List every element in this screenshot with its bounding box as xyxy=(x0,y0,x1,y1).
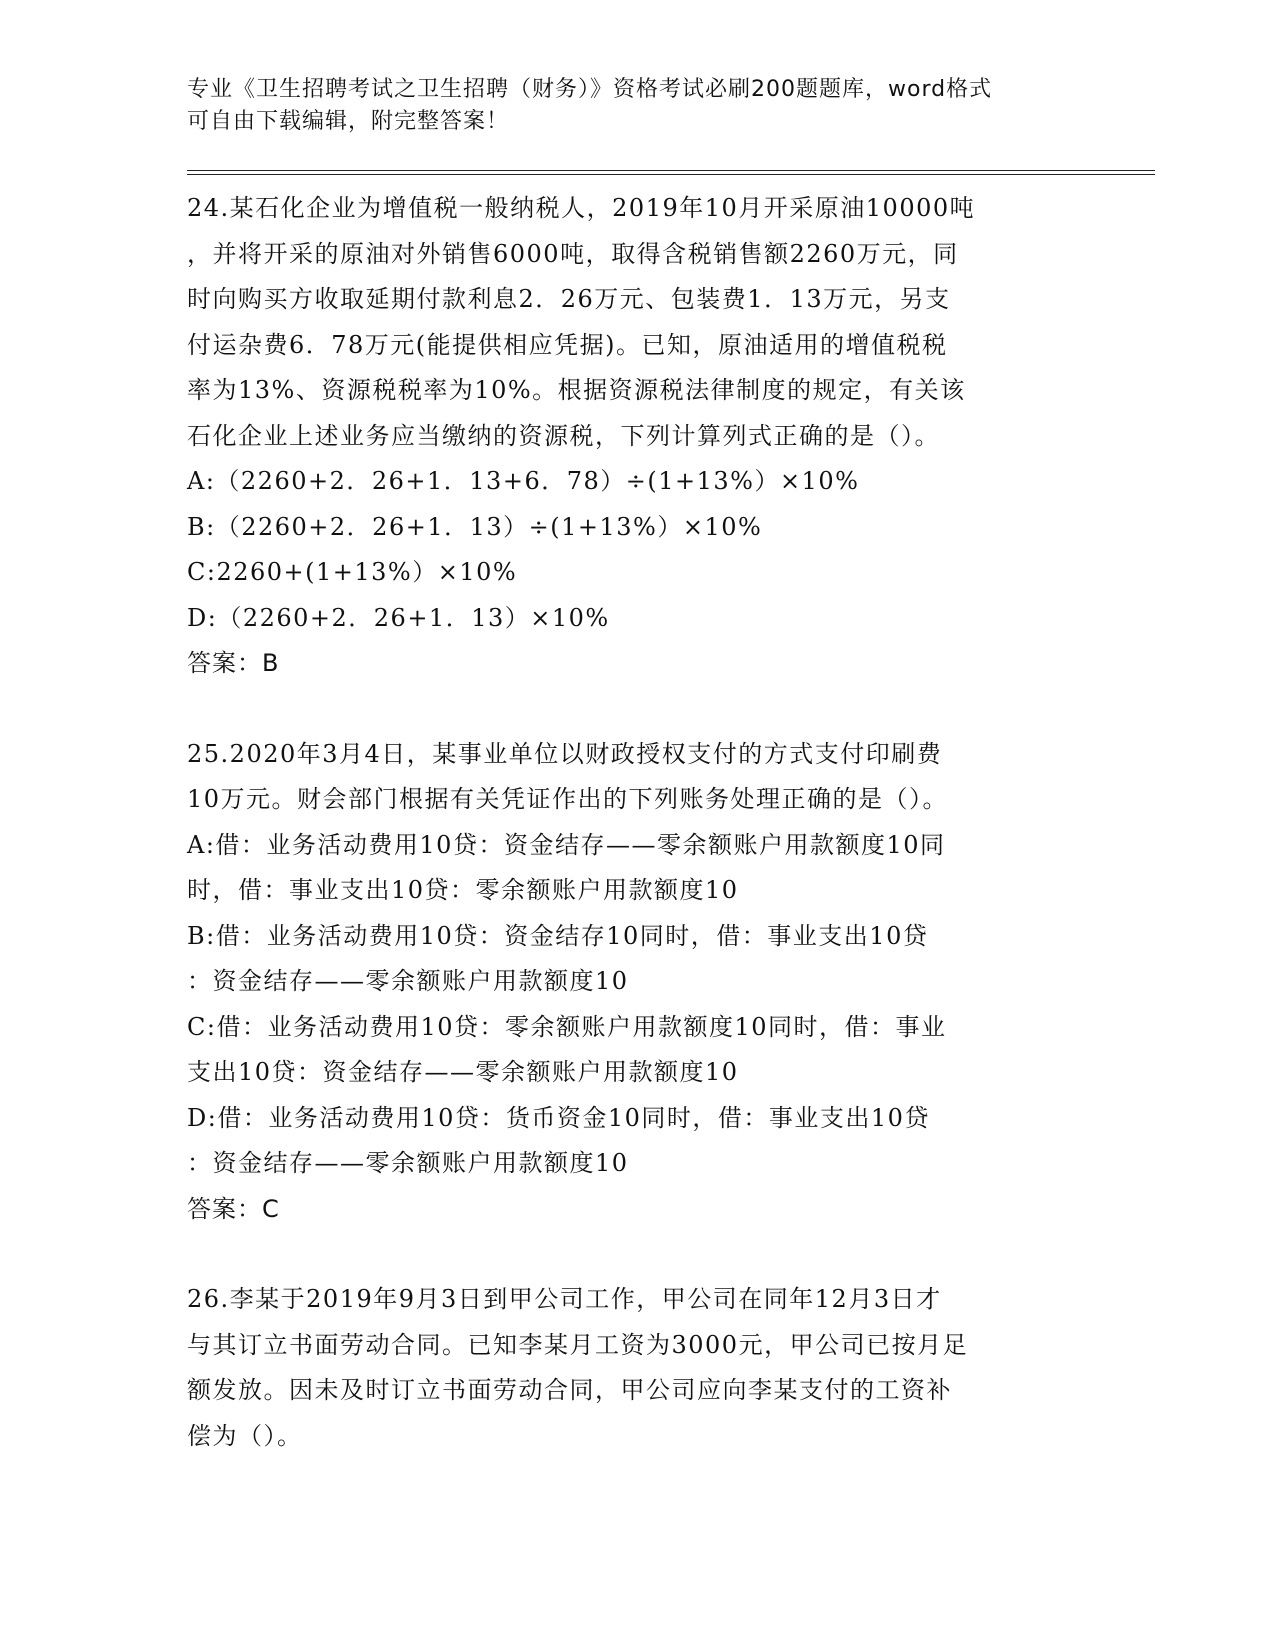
answer-label: 答案：B xyxy=(187,649,280,677)
header-line: 可自由下载编辑，附完整答案！ xyxy=(187,109,510,134)
question-line: 额发放。因未及时订立书面劳动合同，甲公司应向李某支付的工资补 xyxy=(187,1376,952,1404)
option-b: B:（2260+2．26+1．13）÷(1+13%）×10% xyxy=(187,512,763,541)
answer-label: 答案：C xyxy=(187,1194,280,1223)
option-b-continued: ：资金结存——零余额账户用款额度10 xyxy=(187,967,629,995)
option-a: A:借：业务活动费用10贷：资金结存——零余额账户用款额度10同 xyxy=(187,830,946,859)
question-24 xyxy=(187,186,1067,687)
question-line: 付运杂费6．78万元(能提供相应凭据)。已知，原油适用的增值税税 xyxy=(187,330,948,359)
option-c-continued: 支出10贷：资金结存——零余额账户用款额度10 xyxy=(187,1058,739,1086)
option-c: C:2260+(1+13%）×10% xyxy=(187,558,518,586)
option-b: B:借：业务活动费用10贷：资金结存10同时，借：事业支出10贷 xyxy=(187,921,929,950)
question-line: 与其订立书面劳动合同。已知李某月工资为3000元，甲公司已按月足 xyxy=(187,1330,969,1359)
question-line: 时向购买方收取延期付款利息2．26万元、包装费1．13万元，另支 xyxy=(187,285,951,313)
header-line: 专业《卫生招聘考试之卫生招聘（财务）》资格考试必刷200题题库，word格式 xyxy=(187,77,993,102)
header-rule-top xyxy=(187,170,1155,171)
question-25 xyxy=(187,732,1067,1233)
option-a: A:（2260+2．26+1．13+6．78）÷(1+13%）×10% xyxy=(187,467,860,495)
option-d: D:（2260+2．26+1．13）×10% xyxy=(187,603,610,632)
option-a-continued: 时，借：事业支出10贷：零余额账户用款额度10 xyxy=(187,876,739,904)
option-d-continued: ：资金结存——零余额账户用款额度10 xyxy=(187,1149,629,1177)
question-line: 偿为（）。 xyxy=(187,1421,303,1450)
question-line: 10万元。财会部门根据有关凭证作出的下列账务处理正确的是（）。 xyxy=(187,785,949,813)
header-rule-bottom xyxy=(187,174,1155,175)
question-line: 24.某石化企业为增值税一般纳税人，2019年10月开采原油10000吨 xyxy=(187,194,976,222)
question-line: 25.2020年3月4日，某事业单位以财政授权支付的方式支付印刷费 xyxy=(187,739,943,768)
option-c: C:借：业务活动费用10贷：零余额账户用款额度10同时，借：事业 xyxy=(187,1012,947,1041)
document-body xyxy=(187,186,1067,1504)
option-d: D:借：业务活动费用10贷：货币资金10同时，借：事业支出10贷 xyxy=(187,1103,930,1132)
document-header xyxy=(187,74,1087,138)
question-line: 26.李某于2019年9月3日到甲公司工作，甲公司在同年12月3日才 xyxy=(187,1285,942,1313)
question-line: 率为13%、资源税税率为10%。根据资源税法律制度的规定，有关该 xyxy=(187,376,966,404)
question-line: ，并将开采的原油对外销售6000吨，取得含税销售额2260万元，同 xyxy=(187,239,959,268)
question-26 xyxy=(187,1277,1067,1459)
question-line: 石化企业上述业务应当缴纳的资源税，下列计算列式正确的是（）。 xyxy=(187,421,940,450)
